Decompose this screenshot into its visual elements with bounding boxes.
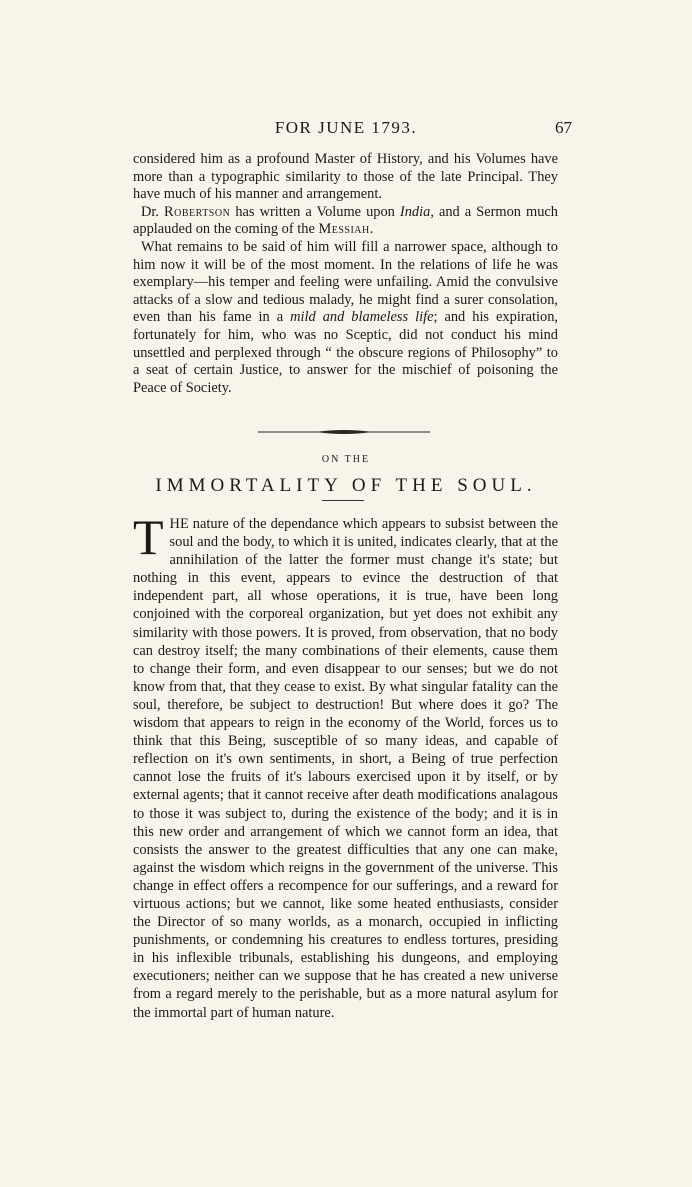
ornamental-rule xyxy=(258,429,430,435)
drop-cap: T xyxy=(133,509,164,565)
italic-india: India xyxy=(399,203,431,220)
page-header xyxy=(0,118,692,142)
name-robertson: Robertson xyxy=(164,203,231,220)
section-title: IMMORTALITY OF THE SOUL. xyxy=(155,475,537,496)
italic-mild-blameless: mild and blameless life xyxy=(290,309,434,326)
article-body xyxy=(133,509,558,1022)
previous-article-text xyxy=(133,151,558,397)
paragraph-3: What remains to be said of him will fill a narrower space, although to him now it will be of the most moment. In the relations of life he was exemplary—his temper and feeling were unfailing. Amid the convulsive attacks of a slow and tedious malady, he might find a surer consolation, even than his fame in a mild and blameless life; and his expiration, fortunately for him, who was no Sceptic, did not conduct his mind unsettled and perplexed through “ the obscure regions of Philosophy” to a seat of certain Justice, to answer for the mischief of poisoning the Peace of Society. xyxy=(133,238,558,396)
body-paragraph: THE nature of the dependance which appears to subsist between the soul and the body, to which it is united, indicates clearly, that at the annihilation of the latter the former must change it's state; but nothing in this event, appears to evince the destruction of that independent part, all whose operations, it is true, have been long conjoined with the corporeal organization, but yet does not exhibit any similarity with those powers. It is proved, from observation, that no body can destroy itself; the many combinations of their elements, cause them to change their form, and even disappear to our senses; but we do not know from that, that they cease to exist. By what singular fatality can the soul, therefore, be subject to destruction! But where does it go? The wisdom that appears to reign in the economy of the World, forces us to think that this Being, susceptible of so many ideas, and capable of reflection on it's own sentiments, in short, a Being of true perfection cannot lose the fruits of it's labours exercised upon it by itself, or by external agents; that it cannot receive after death modifications analagous to those it was subject to, during the existence of the body; and it is in this new order and arrangement of which we cannot form an idea, that consists the answer to the greatest difficulties that any one can make, against the wisdom which reigns in the government of the universe. This change in effect offers a recompence for our sufferings, and a reward for virtuous actions; but we cannot, like some heated enthusiasts, consider the Director of so many worlds, as a monarch, occupied in inflicting punishments, or condemning his creatures to endless tortures, presiding in his inflexible tribunals, establishing his dungeons, and employing executioners; neither can we suppose that he has created a new universe from a regard merely to the perishable, but as a more natural asylum for the immortal part of human nature. xyxy=(133,509,558,1021)
paragraph-2: Dr. Robertson has written a Volume upon India, and a Sermon much applauded on the coming of the Messiah. xyxy=(133,203,558,238)
running-head: FOR JUNE 1793. xyxy=(274,118,418,137)
section-kicker: ON THE xyxy=(321,454,371,465)
paragraph-1: considered him as a profound Master of History, and his Volumes have more than a typographic similarity to those of the late Principal. They have much of his manner and arrangement. xyxy=(133,151,558,203)
title-underline xyxy=(322,500,364,501)
page-number: 67 xyxy=(555,118,572,137)
name-messiah: Messiah xyxy=(318,221,370,238)
